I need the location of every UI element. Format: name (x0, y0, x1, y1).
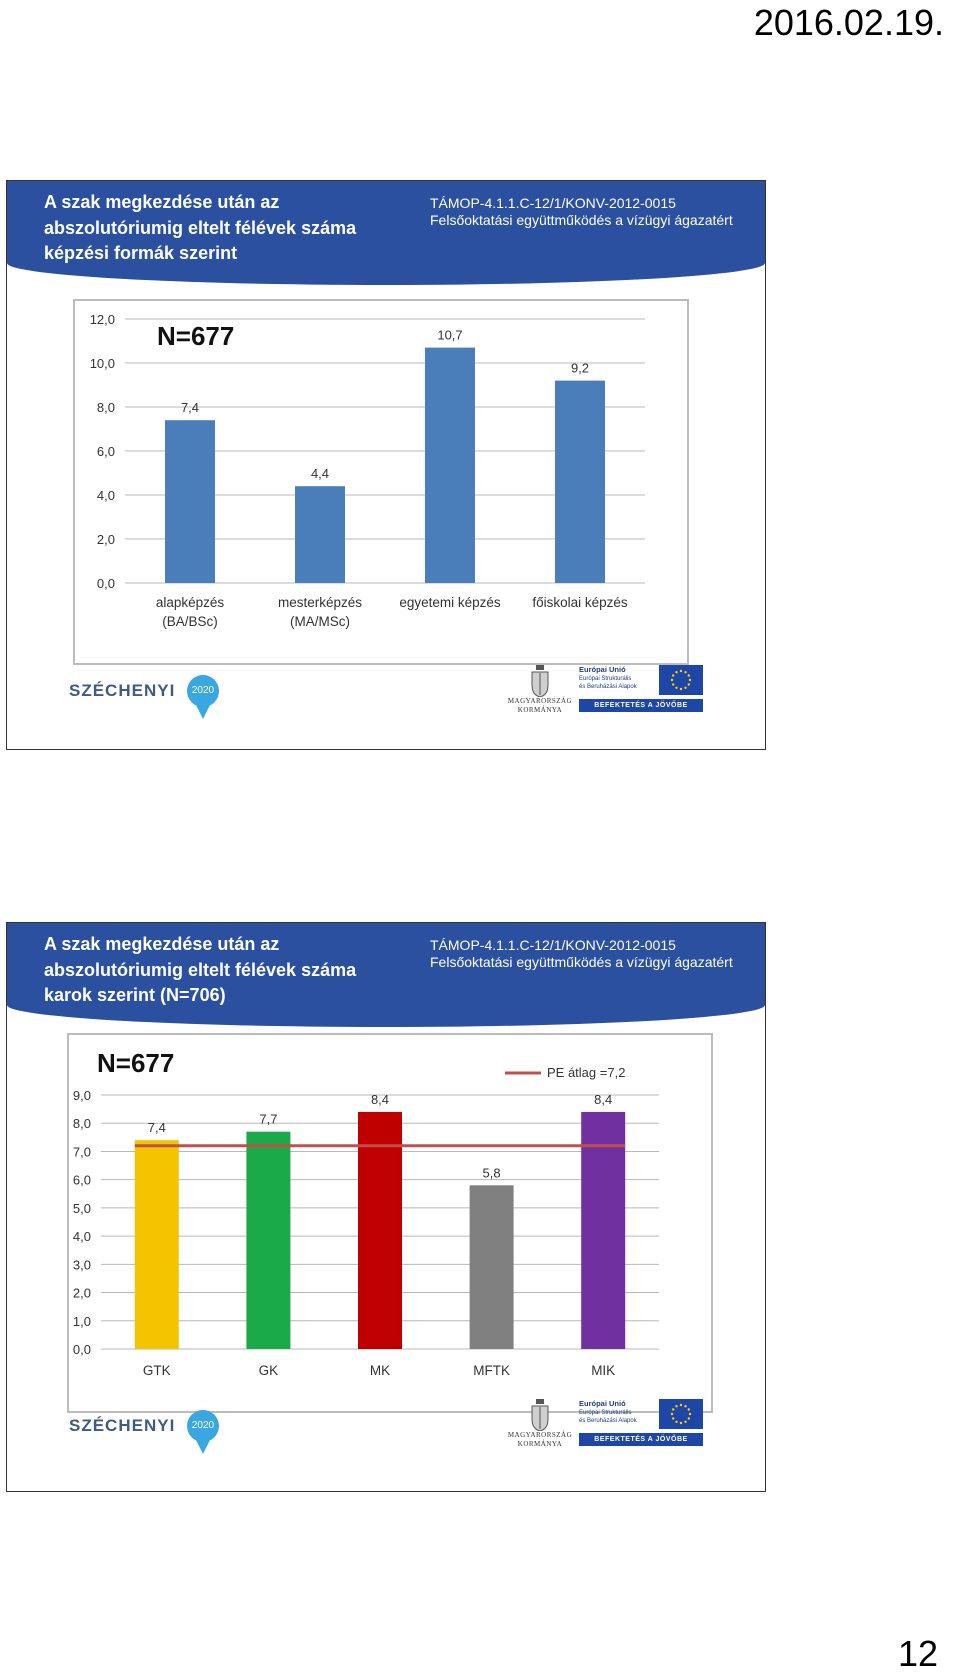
x-tick-label: (MA/MSc) (290, 614, 350, 629)
szechenyi-logo-text: SZÉCHENYI (69, 1416, 176, 1435)
eu-funding-logo (579, 665, 703, 712)
data-label: 7,4 (180, 400, 200, 416)
eu-title: Európai Unió (579, 1399, 626, 1408)
y-tick-label: 4,0 (72, 1229, 91, 1245)
gov-text-line2: KORMÁNYA (517, 1440, 563, 1448)
coat-of-arms-icon (530, 1399, 550, 1431)
y-tick-label: 5,0 (72, 1200, 91, 1216)
y-tick-label: 9,0 (72, 1088, 91, 1103)
legend-label: PE átlag =7,2 (547, 1065, 626, 1080)
bar (165, 420, 215, 583)
coat-of-arms-icon (530, 665, 550, 697)
x-tick-label: főiskolai képzés (532, 595, 628, 610)
y-tick-label: 8,0 (96, 400, 115, 415)
x-tick-label: mesterképzés (277, 595, 363, 610)
hungarian-government-logo (507, 1399, 573, 1449)
slide-title: A szak megkezdése után az abszolutóriumig eltelt félévek száma képzési formák szerint (44, 192, 357, 263)
y-tick-label: 7,0 (72, 1144, 91, 1160)
x-tick-label: GK (258, 1363, 279, 1378)
y-tick-label: 3,0 (72, 1257, 91, 1273)
eu-funding-logo (579, 1399, 703, 1446)
data-label: 9,2 (570, 360, 590, 376)
page-date: 2016.02.19. (753, 2, 944, 43)
sample-size-annotation: N=677 (97, 1048, 175, 1078)
eu-banner: BEFEKTETÉS A JÖVŐBE (579, 699, 703, 712)
szechenyi-2020-badge: 2020 (187, 675, 219, 707)
chart-1 (75, 301, 687, 663)
bar (425, 348, 475, 583)
slide-header (7, 181, 765, 285)
data-label: 8,4 (594, 1091, 613, 1107)
y-tick-label: 8,0 (72, 1116, 91, 1132)
hungarian-government-logo (507, 665, 573, 715)
bar (295, 486, 345, 583)
eu-subtitle-line2: és Beruházási Alapok (579, 684, 637, 690)
eu-subtitle-line1: Európai Strukturális (579, 1410, 632, 1416)
bar (581, 1112, 625, 1349)
eu-subtitle-line1: Európai Strukturális (579, 676, 632, 682)
chart-2-frame (67, 1033, 713, 1413)
chart-2 (69, 1035, 711, 1411)
y-tick-label: 10,0 (89, 356, 115, 371)
szechenyi-2020-badge: 2020 (187, 1410, 219, 1442)
eu-banner: BEFEKTETÉS A JÖVŐBE (579, 1433, 703, 1446)
project-description: Felsőoktatási együttműködés a vízügyi ágazatért (430, 954, 733, 970)
data-label: 7,7 (259, 1111, 278, 1127)
y-tick-label: 4,0 (96, 488, 115, 503)
chart-1-frame (73, 299, 689, 665)
gov-text-line1: MAGYARORSZÁG (507, 1431, 573, 1439)
project-code: TÁMOP-4.1.1.C-12/1/KONV-2012-0015 (430, 937, 676, 953)
eu-subtitle-line2: és Beruházási Alapok (579, 1418, 637, 1424)
x-tick-label: MIK (591, 1363, 616, 1378)
x-tick-label: MFTK (473, 1363, 510, 1378)
gov-text-line1: MAGYARORSZÁG (507, 697, 573, 705)
x-tick-label: alapképzés (155, 595, 225, 610)
bar (135, 1140, 179, 1349)
y-tick-label: 12,0 (89, 312, 115, 327)
slide-2 (6, 922, 766, 1492)
slide-1 (6, 180, 766, 750)
y-tick-label: 0,0 (96, 576, 115, 591)
slide-title: A szak megkezdése után az abszolutóriumig eltelt félévek száma karok szerint (N=706) (44, 934, 357, 1005)
location-pin-icon (196, 1440, 210, 1454)
data-label: 4,4 (310, 466, 330, 482)
data-label: 7,4 (147, 1120, 166, 1136)
eu-title: Európai Unió (579, 665, 626, 674)
gov-text-line2: KORMÁNYA (517, 706, 563, 714)
bar (470, 1185, 514, 1349)
project-code: TÁMOP-4.1.1.C-12/1/KONV-2012-0015 (430, 195, 676, 211)
data-label: 5,8 (482, 1165, 501, 1181)
szechenyi-logo-text: SZÉCHENYI (69, 681, 176, 700)
data-label: 8,4 (370, 1091, 390, 1107)
eu-flag-icon (659, 665, 703, 695)
bar (555, 381, 605, 583)
data-label: 10,7 (437, 327, 463, 343)
bar (246, 1132, 290, 1349)
eu-flag-icon (659, 1399, 703, 1429)
y-tick-label: 1,0 (72, 1313, 91, 1329)
y-tick-label: 6,0 (72, 1172, 91, 1188)
x-tick-label: egyetemi képzés (399, 595, 501, 610)
sample-size-annotation: N=677 (157, 321, 235, 351)
x-tick-label: GTK (142, 1363, 171, 1378)
slide-header (7, 923, 765, 1027)
location-pin-icon (196, 705, 210, 719)
y-tick-label: 2,0 (72, 1285, 91, 1301)
bar (358, 1112, 402, 1349)
page-number: 12 (897, 1633, 938, 1674)
y-tick-label: 2,0 (96, 532, 115, 547)
y-tick-label: 6,0 (96, 444, 115, 459)
x-tick-label: (BA/BSc) (162, 614, 218, 629)
x-tick-label: MK (369, 1363, 391, 1378)
project-description: Felsőoktatási együttműködés a vízügyi ágazatért (430, 212, 733, 228)
y-tick-label: 0,0 (72, 1342, 91, 1357)
